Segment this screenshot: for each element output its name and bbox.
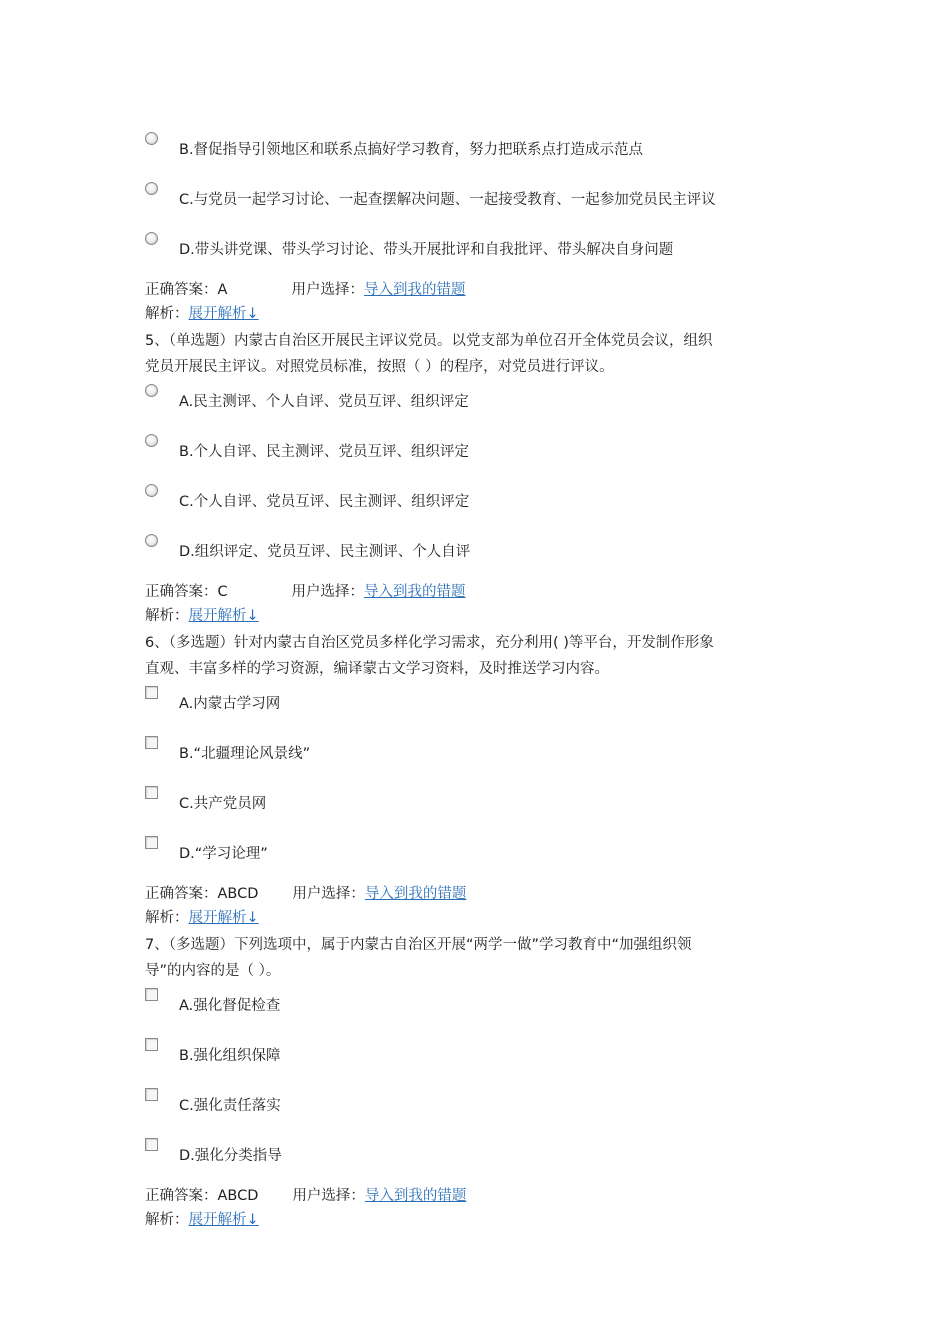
q6-option-a[interactable]	[145, 682, 810, 732]
question-4	[145, 128, 810, 326]
radio-button[interactable]	[145, 484, 158, 497]
option-label: B.督促指导引领地区和联系点搞好学习教育，努力把联系点打造成示范点	[179, 142, 644, 158]
option-label: A.强化督促检查	[179, 998, 281, 1014]
analysis-row	[145, 906, 810, 930]
q6-option-b[interactable]	[145, 732, 810, 782]
option-label: D.“学习论理”	[179, 846, 268, 862]
checkbox[interactable]	[145, 686, 158, 699]
q5-option-b[interactable]	[145, 430, 810, 480]
correct-answer-value: ABCD	[217, 886, 259, 902]
correct-answer-label: 正确答案：	[145, 282, 218, 298]
q7-option-a[interactable]	[145, 984, 810, 1034]
analysis-label: 解析：	[145, 608, 189, 624]
option-label: C.共产党员网	[179, 796, 267, 812]
q4-option-d[interactable]	[145, 228, 810, 278]
answer-row	[145, 580, 810, 604]
correct-answer-label: 正确答案：	[145, 1188, 218, 1204]
analysis-label: 解析：	[145, 1212, 189, 1228]
correct-answer-value: C	[217, 584, 228, 600]
answer-row	[145, 1184, 810, 1208]
checkbox[interactable]	[145, 786, 158, 799]
option-label: C.个人自评、党员互评、民主测评、组织评定	[179, 494, 470, 510]
q4-option-c[interactable]	[145, 178, 810, 228]
question-text	[145, 630, 810, 682]
option-label: D.带头讲党课、带头学习讨论、带头开展批评和自我批评、带头解决自身问题	[179, 242, 674, 258]
import-to-mistakes-link[interactable]: 导入到我的错题	[364, 1188, 467, 1204]
option-label: A.内蒙古学习网	[179, 696, 281, 712]
option-label: B.个人自评、民主测评、党员互评、组织评定	[179, 444, 470, 460]
user-choice-label: 用户选择：	[291, 584, 364, 600]
radio-button[interactable]	[145, 132, 158, 145]
user-choice-label: 用户选择：	[291, 282, 364, 298]
q4-option-b[interactable]	[145, 128, 810, 178]
q5-option-a[interactable]	[145, 380, 810, 430]
import-to-mistakes-link[interactable]: 导入到我的错题	[364, 886, 467, 902]
option-label: C.与党员一起学习讨论、一起查摆解决问题、一起接受教育、一起参加党员民主评议	[179, 192, 716, 208]
q5-option-d[interactable]	[145, 530, 810, 580]
expand-analysis-link[interactable]: 展开解析↓	[188, 1212, 259, 1228]
correct-answer-label: 正确答案：	[145, 584, 218, 600]
option-label: D.组织评定、党员互评、民主测评、个人自评	[179, 544, 471, 560]
answer-row	[145, 278, 810, 302]
question-text	[145, 328, 810, 380]
q7-option-d[interactable]	[145, 1134, 810, 1184]
expand-analysis-link[interactable]: 展开解析↓	[188, 910, 259, 926]
correct-answer-label: 正确答案：	[145, 886, 218, 902]
question-6	[145, 630, 810, 930]
correct-answer-value: ABCD	[217, 1188, 259, 1204]
radio-button[interactable]	[145, 232, 158, 245]
option-label: D.强化分类指导	[179, 1148, 282, 1164]
checkbox[interactable]	[145, 988, 158, 1001]
radio-button[interactable]	[145, 434, 158, 447]
user-choice-label: 用户选择：	[292, 1188, 365, 1204]
analysis-row	[145, 1208, 810, 1232]
expand-analysis-link[interactable]: 展开解析↓	[188, 608, 259, 624]
q6-option-d[interactable]	[145, 832, 810, 882]
analysis-label: 解析：	[145, 910, 189, 926]
question-text-line: 直观、丰富多样的学习资源，编译蒙古文学习资料，及时推送学习内容。	[145, 661, 609, 677]
question-text-line: 党员开展民主评议。对照党员标准，按照（ ）的程序，对党员进行评议。	[145, 359, 614, 375]
question-text-line: 7、（多选题）下列选项中，属于内蒙古自治区开展“两学一做”学习教育中“加强组织领	[145, 937, 692, 953]
checkbox[interactable]	[145, 1038, 158, 1051]
question-7	[145, 932, 810, 1232]
correct-answer-value: A	[217, 282, 228, 298]
radio-button[interactable]	[145, 384, 158, 397]
expand-analysis-link[interactable]: 展开解析↓	[188, 306, 259, 322]
import-to-mistakes-link[interactable]: 导入到我的错题	[364, 584, 466, 600]
q7-option-c[interactable]	[145, 1084, 810, 1134]
question-text-line: 导”的内容的是（ ）。	[145, 963, 281, 979]
analysis-label: 解析：	[145, 306, 189, 322]
option-label: A.民主测评、个人自评、党员互评、组织评定	[179, 394, 469, 410]
question-text-line: 6、（多选题）针对内蒙古自治区党员多样化学习需求，充分利用( )等平台，开发制作形象	[145, 635, 714, 651]
question-5	[145, 328, 810, 628]
option-label: B.“北疆理论风景线”	[179, 746, 311, 762]
question-text	[145, 932, 810, 984]
import-to-mistakes-link[interactable]: 导入到我的错题	[364, 282, 466, 298]
option-label: C.强化责任落实	[179, 1098, 281, 1114]
analysis-row	[145, 604, 810, 628]
checkbox[interactable]	[145, 736, 158, 749]
q7-option-b[interactable]	[145, 1034, 810, 1084]
q6-option-c[interactable]	[145, 782, 810, 832]
exam-review-page	[145, 128, 810, 1232]
checkbox[interactable]	[145, 836, 158, 849]
radio-button[interactable]	[145, 534, 158, 547]
radio-button[interactable]	[145, 182, 158, 195]
user-choice-label: 用户选择：	[292, 886, 365, 902]
q5-option-c[interactable]	[145, 480, 810, 530]
analysis-row	[145, 302, 810, 326]
option-label: B.强化组织保障	[179, 1048, 281, 1064]
checkbox[interactable]	[145, 1088, 158, 1101]
answer-row	[145, 882, 810, 906]
question-text-line: 5、（单选题）内蒙古自治区开展民主评议党员。以党支部为单位召开全体党员会议，组织	[145, 333, 713, 349]
checkbox[interactable]	[145, 1138, 158, 1151]
